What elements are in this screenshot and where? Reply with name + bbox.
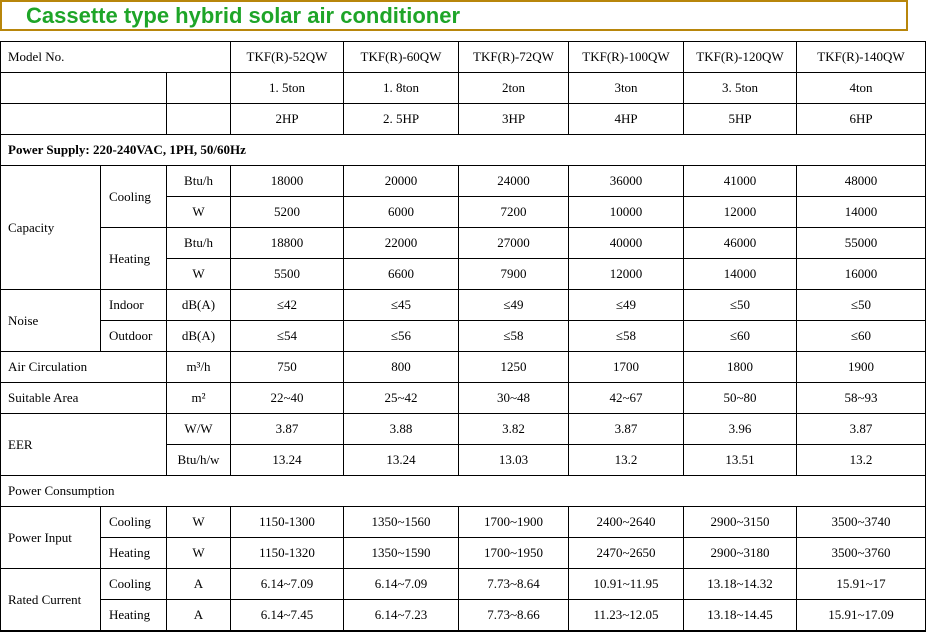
row-suitable-area [1,383,926,414]
value-cell: 48000 [797,166,926,197]
model-name: TKF(R)-140QW [797,42,926,73]
value-cell: 22000 [344,228,459,259]
unit-cell: W [167,197,231,228]
eer-label: EER [1,414,167,476]
tonnage-value: 2ton [459,73,569,104]
value-cell: 3.87 [569,414,684,445]
row-tonnage [1,73,926,104]
hp-value: 6HP [797,104,926,135]
capacity-label: Capacity [1,166,101,290]
hp-value: 2HP [231,104,344,135]
unit-cell: W/W [167,414,231,445]
spec-table [0,41,926,632]
value-cell: 10000 [569,197,684,228]
value-cell: ≤49 [459,290,569,321]
value-cell: 12000 [684,197,797,228]
value-cell: 7.73~8.66 [459,600,569,632]
rated-current-label: Rated Current [1,569,101,632]
value-cell: 30~48 [459,383,569,414]
row-noise-indoor [1,290,926,321]
unit-cell: W [167,259,231,290]
unit-cell: Btu/h [167,228,231,259]
value-cell: 1700 [569,352,684,383]
value-cell: 750 [231,352,344,383]
value-cell: 6.14~7.09 [231,569,344,600]
value-cell: 3500~3760 [797,538,926,569]
value-cell: 7200 [459,197,569,228]
value-cell: 18800 [231,228,344,259]
value-cell: 2900~3180 [684,538,797,569]
value-cell: ≤45 [344,290,459,321]
value-cell: 58~93 [797,383,926,414]
value-cell: 6600 [344,259,459,290]
value-cell: ≤54 [231,321,344,352]
value-cell: 42~67 [569,383,684,414]
value-cell: 14000 [684,259,797,290]
value-cell: 1900 [797,352,926,383]
empty-cell [167,104,231,135]
model-name: TKF(R)-120QW [684,42,797,73]
value-cell: 800 [344,352,459,383]
value-cell: 25~42 [344,383,459,414]
value-cell: 16000 [797,259,926,290]
row-power-supply [1,135,926,166]
value-cell: ≤60 [797,321,926,352]
value-cell: 3.96 [684,414,797,445]
unit-cell: W [167,538,231,569]
value-cell: 2400~2640 [569,507,684,538]
value-cell: 13.24 [231,445,344,476]
row-noise-outdoor [1,321,926,352]
value-cell: 13.2 [797,445,926,476]
value-cell: 1150-1320 [231,538,344,569]
page-title: Cassette type hybrid solar air conditioner [26,2,461,28]
model-name: TKF(R)-100QW [569,42,684,73]
model-name: TKF(R)-60QW [344,42,459,73]
value-cell: ≤60 [684,321,797,352]
row-capacity-cooling-btu [1,166,926,197]
empty-cell [167,73,231,104]
power-input-label: Power Input [1,507,101,569]
value-cell: 6000 [344,197,459,228]
tonnage-value: 4ton [797,73,926,104]
unit-cell: dB(A) [167,290,231,321]
value-cell: 15.91~17.09 [797,600,926,632]
hp-value: 3HP [459,104,569,135]
hp-value: 4HP [569,104,684,135]
value-cell: ≤58 [459,321,569,352]
value-cell: 13.51 [684,445,797,476]
row-model [1,42,926,73]
value-cell: ≤50 [684,290,797,321]
value-cell: 5200 [231,197,344,228]
value-cell: 6.14~7.23 [344,600,459,632]
row-rated-current-heating [1,600,926,632]
value-cell: ≤58 [569,321,684,352]
capacity-cooling-label: Cooling [101,166,167,228]
value-cell: 13.18~14.32 [684,569,797,600]
value-cell: 5500 [231,259,344,290]
value-cell: 1700~1950 [459,538,569,569]
value-cell: 46000 [684,228,797,259]
value-cell: 3.87 [797,414,926,445]
tonnage-value: 3. 5ton [684,73,797,104]
hp-value: 5HP [684,104,797,135]
row-power-input-cooling [1,507,926,538]
unit-cell: dB(A) [167,321,231,352]
unit-cell: Btu/h/w [167,445,231,476]
title-banner [0,0,908,31]
power-supply-text: Power Supply: 220-240VAC, 1PH, 50/60Hz [1,135,926,166]
model-name: TKF(R)-72QW [459,42,569,73]
value-cell: 6.14~7.45 [231,600,344,632]
value-cell: ≤56 [344,321,459,352]
value-cell: 27000 [459,228,569,259]
value-cell: 7900 [459,259,569,290]
air-circulation-label: Air Circulation [1,352,167,383]
row-power-input-heating [1,538,926,569]
model-name: TKF(R)-52QW [231,42,344,73]
capacity-heating-label: Heating [101,228,167,290]
noise-indoor-label: Indoor [101,290,167,321]
value-cell: 13.24 [344,445,459,476]
row-capacity-heating-btu [1,228,926,259]
value-cell: 13.2 [569,445,684,476]
value-cell: 11.23~12.05 [569,600,684,632]
value-cell: 3.88 [344,414,459,445]
value-cell: 1350~1590 [344,538,459,569]
power-consumption-text: Power Consumption [1,476,926,507]
model-row-label: Model No. [1,42,231,73]
row-rated-current-cooling [1,569,926,600]
power-input-heating-label: Heating [101,538,167,569]
value-cell: 2900~3150 [684,507,797,538]
value-cell: 40000 [569,228,684,259]
value-cell: 7.73~8.64 [459,569,569,600]
value-cell: 15.91~17 [797,569,926,600]
value-cell: 3500~3740 [797,507,926,538]
value-cell: 14000 [797,197,926,228]
value-cell: 6.14~7.09 [344,569,459,600]
hp-value: 2. 5HP [344,104,459,135]
noise-label: Noise [1,290,101,352]
row-horsepower [1,104,926,135]
value-cell: ≤42 [231,290,344,321]
value-cell: 13.03 [459,445,569,476]
value-cell: 3.82 [459,414,569,445]
value-cell: 2470~2650 [569,538,684,569]
value-cell: 20000 [344,166,459,197]
value-cell: 1150-1300 [231,507,344,538]
unit-cell: m² [167,383,231,414]
empty-cell [1,104,167,135]
value-cell: 18000 [231,166,344,197]
value-cell: 1350~1560 [344,507,459,538]
value-cell: 10.91~11.95 [569,569,684,600]
row-air-circulation [1,352,926,383]
empty-cell [1,73,167,104]
suitable-area-label: Suitable Area [1,383,167,414]
row-eer-ww [1,414,926,445]
value-cell: 13.18~14.45 [684,600,797,632]
row-power-consumption [1,476,926,507]
value-cell: ≤50 [797,290,926,321]
value-cell: 41000 [684,166,797,197]
power-input-cooling-label: Cooling [101,507,167,538]
unit-cell: W [167,507,231,538]
value-cell: 36000 [569,166,684,197]
unit-cell: Btu/h [167,166,231,197]
value-cell: 1250 [459,352,569,383]
value-cell: 1800 [684,352,797,383]
tonnage-value: 3ton [569,73,684,104]
value-cell: 12000 [569,259,684,290]
value-cell: 55000 [797,228,926,259]
tonnage-value: 1. 5ton [231,73,344,104]
rated-current-heating-label: Heating [101,600,167,632]
value-cell: 1700~1900 [459,507,569,538]
value-cell: 3.87 [231,414,344,445]
value-cell: 22~40 [231,383,344,414]
unit-cell: A [167,569,231,600]
tonnage-value: 1. 8ton [344,73,459,104]
value-cell: ≤49 [569,290,684,321]
value-cell: 24000 [459,166,569,197]
rated-current-cooling-label: Cooling [101,569,167,600]
unit-cell: m³/h [167,352,231,383]
value-cell: 50~80 [684,383,797,414]
unit-cell: A [167,600,231,632]
noise-outdoor-label: Outdoor [101,321,167,352]
